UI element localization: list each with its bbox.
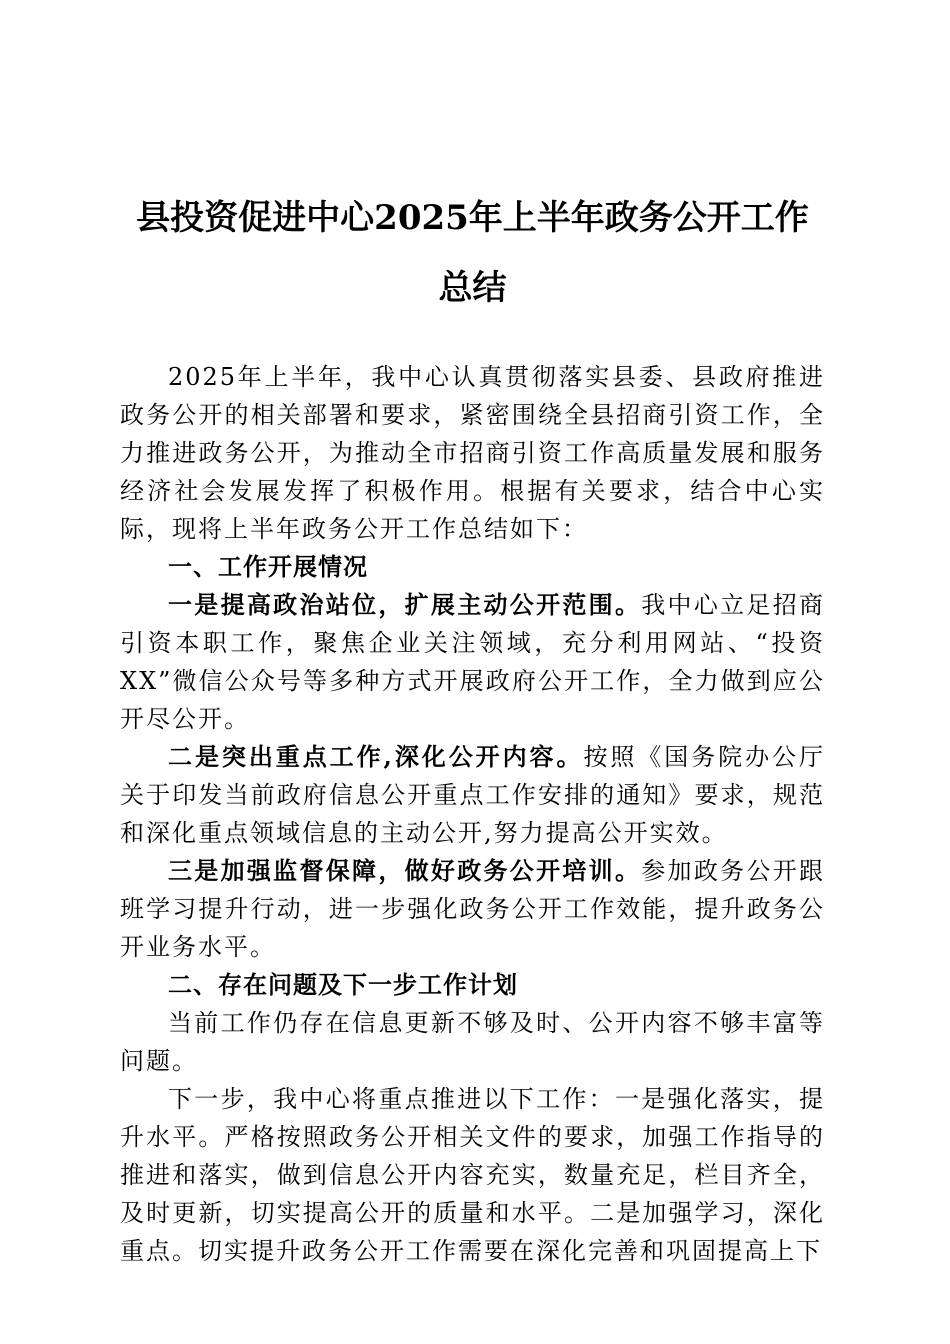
item-paragraph-1 (120, 586, 825, 738)
item-text-3: 参加政务公开跟班学习提升行动，进一步强化政务公开工作效能，提升政务公开业务水平。 (120, 857, 825, 961)
item-text-1: 我中心立足招商引资本职工作，聚焦企业关注领域，充分利用网站、“投资XX”微信公众号等多种方式开展政府公开工作，全力做到应公开尽公开。 (120, 591, 825, 733)
document-title-line-1: 县投资促进中心2025年上半年政务公开工作 (136, 198, 809, 238)
item-paragraph-2 (120, 738, 825, 852)
item-lead-1: 一是提高政治站位，扩展主动公开范围。 (168, 590, 642, 619)
plan-paragraph: 下一步，我中心将重点推进以下工作：一是强化落实，提升水平。严格按照政务公开相关文件的要求，加强工作指导的推进和落实，做到信息公开内容充实，数量充足，栏目齐全，及时更新，切实提高公开的质量和水平。二是加强学习，深化重点。切实提升政务公开工作需要在深化完善和巩固提高上下 (120, 1085, 825, 1265)
item-lead-3: 三是加强监督保障，做好政务公开培训。 (168, 856, 642, 885)
intro-paragraph: 2025年上半年，我中心认真贯彻落实县委、县政府推进政务公开的相关部署和要求，紧密围绕全县招商引资工作，全力推进政务公开，为推动全市招商引资工作高质量发展和服务经济社会发展发挥了积极作用。根据有关要求，结合中心实际，现将上半年政务公开工作总结如下： (120, 363, 825, 543)
section-heading-problems-plan: 二、存在问题及下一步工作计划 (168, 970, 518, 999)
document-title-line-2: 总结 (438, 268, 507, 308)
item-lead-2: 二是突出重点工作,深化公开内容。 (168, 742, 584, 771)
item-paragraph-3 (120, 852, 825, 966)
document-body (120, 358, 825, 1270)
item-text-2: 按照《国务院办公厅关于印发当前政府信息公开重点工作安排的通知》要求，规范和深化重点领域信息的主动公开,努力提高公开实效。 (120, 743, 825, 847)
problem-paragraph: 当前工作仍存在信息更新不够及时、公开内容不够丰富等问题。 (120, 1009, 825, 1075)
section-heading-work-status: 一、工作开展情况 (168, 552, 368, 581)
